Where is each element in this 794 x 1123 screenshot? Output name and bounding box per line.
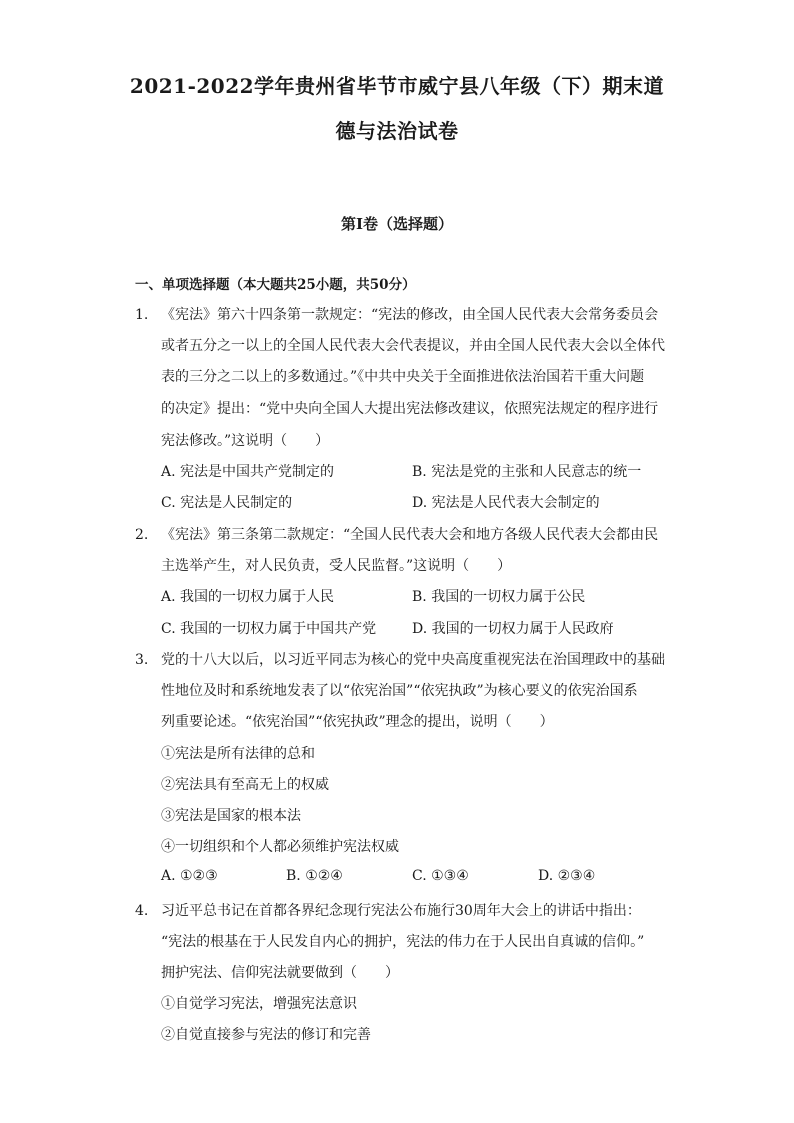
question-text-line: 列重要论述。“依宪治国”“依宪执政”理念的提出，说明（ ） — [161, 714, 554, 730]
section-title: 第Ⅰ卷（选择题） — [340, 215, 454, 233]
question-text-line: 宪法修改。”这说明（ ） — [161, 433, 330, 449]
question-number: 2. — [135, 527, 149, 543]
question-text-line: 或者五分之一以上的全国人民代表大会代表提议，并由全国人民代表大会以全体代 — [161, 338, 665, 354]
option-c[interactable]: C. 我国的一切权力属于中国共产党 — [161, 621, 377, 637]
question-text-line: 主选举产生，对人民负责，受人民监督。”这说明（ ） — [161, 558, 512, 574]
option-a[interactable]: A. 我国的一切权力属于人民 — [161, 589, 335, 605]
statement-3: ③宪法是国家的根本法 — [161, 808, 301, 824]
question-text-line: 《宪法》第六十四条第一款规定：“宪法的修改，由全国人民代表大会常务委员会 — [161, 307, 659, 323]
part-title: 一、单项选择题（本大题共25小题，共50分） — [135, 277, 416, 293]
question-text-line: 性地位及时和系统地发表了以“依宪治国”“依宪执政”为核心要义的依宪治国系 — [161, 683, 638, 699]
option-d[interactable]: D. 我国的一切权力属于人民政府 — [412, 621, 614, 637]
statement-2: ②宪法具有至高无上的权威 — [161, 777, 329, 793]
option-c[interactable]: C. ①③④ — [412, 868, 469, 884]
option-d[interactable]: D. ②③④ — [538, 868, 596, 884]
statement-2: ②自觉直接参与宪法的修订和完善 — [161, 1027, 371, 1043]
question-number: 1. — [135, 307, 149, 323]
option-a[interactable]: A. ①②③ — [161, 868, 218, 884]
exam-title-line-2: 德与法治试卷 — [335, 119, 459, 143]
exam-title-line-1: 2021-2022学年贵州省毕节市威宁县八年级（下）期末道 — [129, 74, 665, 98]
question-number: 3. — [135, 652, 149, 668]
statement-1: ①自觉学习宪法，增强宪法意识 — [161, 996, 357, 1012]
option-d[interactable]: D. 宪法是人民代表大会制定的 — [412, 495, 600, 511]
question-text-line: 的决定》提出：“党中央向全国人大提出宪法修改建议，依照宪法规定的程序进行 — [161, 401, 659, 417]
question-text-line: 表的三分之二以上的多数通过。”《中共中央关于全面推进依法治国若干重大问题 — [161, 369, 645, 385]
statement-1: ①宪法是所有法律的总和 — [161, 746, 315, 762]
question-text-line: 习近平总书记在首都各界纪念现行宪法公布施行30周年大会上的讲话中指出： — [161, 903, 641, 919]
question-text-line: 《宪法》第三条第二款规定：“全国人民代表大会和地方各级人民代表大会都由民 — [161, 527, 659, 543]
option-a[interactable]: A. 宪法是中国共产党制定的 — [161, 464, 335, 480]
option-b[interactable]: B. ①②④ — [286, 868, 343, 884]
question-text-line: “宪法的根基在于人民发自内心的拥护，宪法的伟力在于人民出自真诚的信仰。” — [161, 934, 645, 950]
option-b[interactable]: B. 我国的一切权力属于公民 — [412, 589, 586, 605]
question-text-line: 党的十八大以后，以习近平同志为核心的党中央高度重视宪法在治国理政中的基础 — [161, 652, 665, 668]
option-b[interactable]: B. 宪法是党的主张和人民意志的统一 — [412, 464, 642, 480]
question-text-line: 拥护宪法、信仰宪法就要做到（ ） — [161, 965, 399, 981]
question-number: 4. — [135, 903, 149, 919]
statement-4: ④一切组织和个人都必须维护宪法权威 — [161, 839, 399, 855]
option-c[interactable]: C. 宪法是人民制定的 — [161, 495, 293, 511]
